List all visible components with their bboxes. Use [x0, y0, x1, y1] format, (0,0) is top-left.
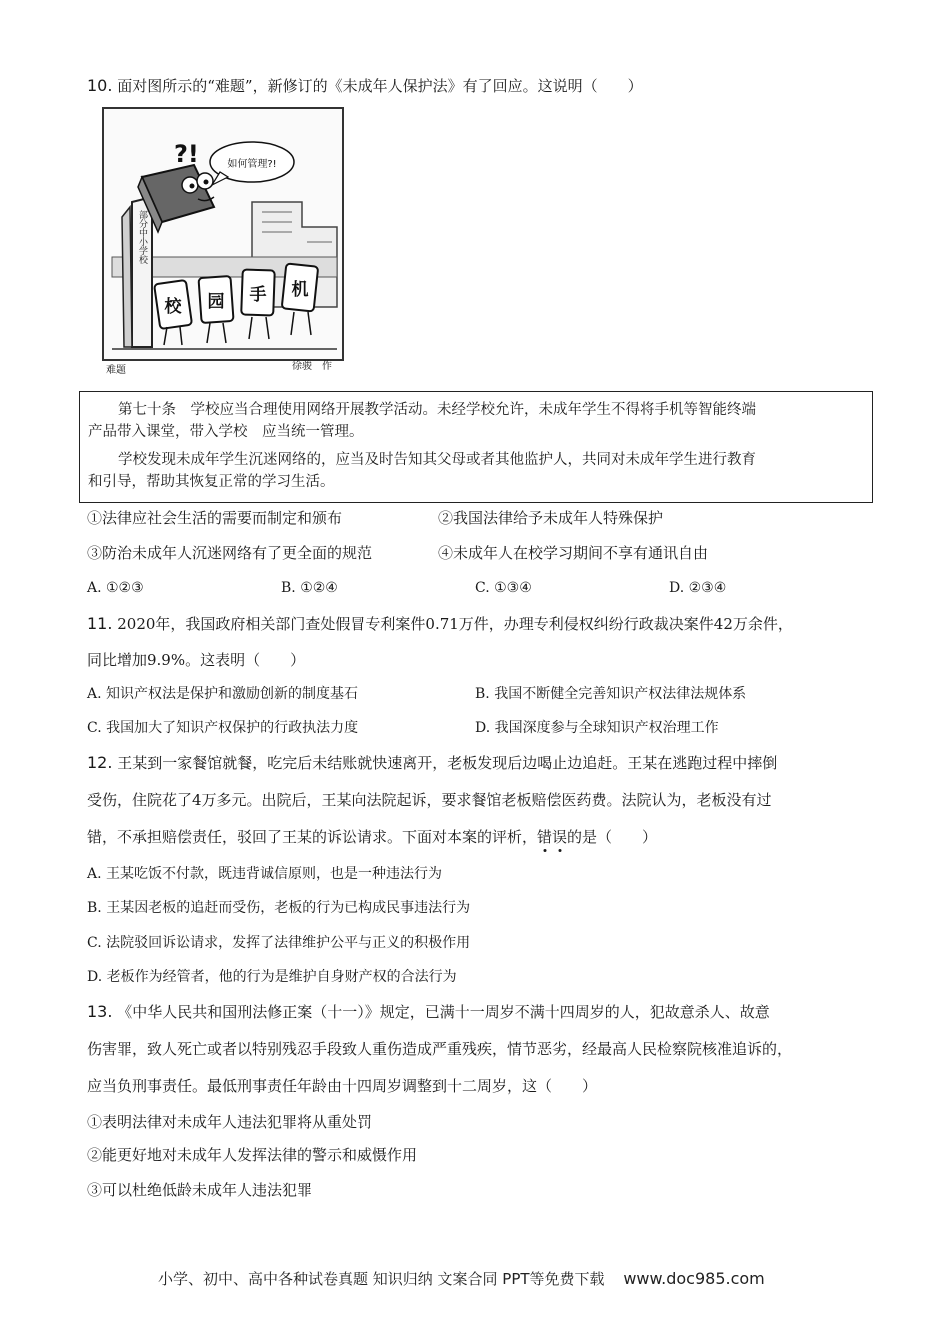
law-para-2: 学校发现未成年学生沉迷网络的，应当及时告知其父母或者其他监护人，共同对未成年学生进行教育: [118, 452, 756, 468]
q12-emphasis-char-2: 误: [552, 828, 568, 846]
q12-option-c: C. 法院驳回诉讼请求，发挥了法律维护公平与正义的积极作用: [87, 935, 471, 951]
q12-stem-1: 王某到一家餐馆就餐，吃完后未结账就快速离开，老板发现后边喝止边追赶。王某在逃跑过程中摔倒: [117, 754, 778, 772]
q11-stem-line-1: [87, 614, 793, 634]
law-para-1-cont: 产品带入课堂，带入学校 应当统一管理。: [88, 424, 364, 440]
law-excerpt-box: [79, 391, 873, 503]
q10-option-c: C. ①③④: [475, 580, 532, 596]
q12-stem-2: 受伤，住院花了4万多元。出院后，王某向法院起诉，要求餐馆老板赔偿医药费。法院认为，老板没有过: [87, 791, 772, 809]
q13-item-1: ①表明法律对未成年人违法犯罪将从重处罚: [87, 1113, 373, 1131]
q10-option-d: D. ②③④: [669, 580, 727, 596]
q12-number: 12.: [87, 753, 113, 772]
q11-option-a: A. 知识产权法是保护和激励创新的制度基石: [87, 686, 359, 702]
q10-stem-line: [87, 76, 643, 96]
q11-option-d: D. 我国深度参与全球知识产权治理工作: [475, 720, 719, 736]
footer-text: 小学、初中、高中各种试卷真题 知识归纳 文案合同 PPT等免费下载: [158, 1270, 605, 1288]
law-para-2-cont: 和引导，帮助其恢复正常的学习生活。: [88, 474, 335, 490]
q12-stem-3a: 错，不承担赔偿责任，驳回了王某的诉讼请求。下面对本案的评析，: [87, 828, 538, 846]
q11-stem-2: 同比增加9.9%。这表明（ ）: [87, 651, 306, 669]
q13-stem-3: 应当负刑事责任。最低刑事责任年龄由十四周岁调整到十二周岁，这（ ）: [87, 1077, 598, 1095]
footer-url[interactable]: www.doc985.com: [623, 1269, 765, 1288]
law-para-1: 第七十条 学校应当合理使用网络开展教学活动。未经学校允许，未成年学生不得将手机等智能终端: [118, 402, 756, 418]
q13-stem-1: 《中华人民共和国刑法修正案（十一）》规定，已满十一周岁不满十四周岁的人，犯故意杀人、故意: [117, 1003, 770, 1021]
cartoon-phone-char-4: 机: [291, 280, 309, 300]
cartoon-illustration: [102, 107, 344, 377]
q12-option-d: D. 老板作为经管者，他的行为是维护自身财产权的合法行为: [87, 969, 457, 985]
cartoon-phone-char-1: 校: [164, 297, 182, 317]
q12-emphasis-char-1: 错: [537, 828, 553, 846]
cartoon-caption: 难题: [106, 365, 126, 376]
cartoon-author: 徐骏 作: [292, 361, 332, 372]
q10-stem: 面对图所示的“难题”，新修订的《未成年人保护法》有了回应。这说明（ ）: [117, 77, 643, 95]
cartoon-marks: ?!: [174, 140, 199, 168]
q13-stem-line-1: [87, 1002, 770, 1022]
q13-number: 13.: [87, 1002, 113, 1021]
q10-option-a: A. ①②③: [87, 580, 144, 596]
cartoon-bubble-text: 如何管理?!: [227, 159, 277, 170]
q12-option-a: A. 王某吃饭不付款，既违背诚信原则，也是一种违法行为: [87, 866, 443, 882]
q13-item-2: ②能更好地对未成年人发挥法律的警示和威慑作用: [87, 1146, 418, 1164]
q10-item-1: ①法律应社会生活的需要而制定和颁布: [87, 509, 343, 527]
q12-stem-line-1: [87, 753, 777, 773]
cartoon-phone-char-2: 园: [207, 292, 225, 312]
q10-number: 10.: [87, 76, 113, 95]
q12-stem-3b: 的是（ ）: [567, 828, 658, 846]
q13-stem-2: 伤害罪，致人死亡或者以特别残忍手段致人重伤造成严重残疾，情节恶劣，经最高人民检察院核准追诉的，: [87, 1040, 793, 1058]
q13-item-3: ③可以杜绝低龄未成年人违法犯罪: [87, 1181, 313, 1199]
q10-option-b: B. ①②④: [281, 580, 338, 596]
q10-item-3: ③防治未成年人沉迷网络有了更全面的规范: [87, 544, 373, 562]
q11-option-c: C. 我国加大了知识产权保护的行政执法力度: [87, 720, 359, 736]
q11-stem-1: 2020年，我国政府相关部门查处假冒专利案件0.71万件，办理专利侵权纠纷行政裁决案件42万余件，: [117, 615, 793, 633]
q11-number: 11.: [87, 614, 113, 633]
page-footer: [158, 1268, 765, 1289]
cartoon-phone-char-3: 手: [249, 285, 267, 305]
cartoon-gate-label: 部分中小学校: [137, 210, 147, 264]
q11-option-b: B. 我国不断健全完善知识产权法律法规体系: [475, 686, 747, 702]
q10-item-4: ④未成年人在校学习期间不享有通讯自由: [438, 544, 709, 562]
q12-stem-line-3: [87, 827, 657, 847]
q12-option-b: B. 王某因老板的追赶而受伤，老板的行为已构成民事违法行为: [87, 900, 471, 916]
q10-item-2: ②我国法律给予未成年人特殊保护: [438, 509, 664, 527]
